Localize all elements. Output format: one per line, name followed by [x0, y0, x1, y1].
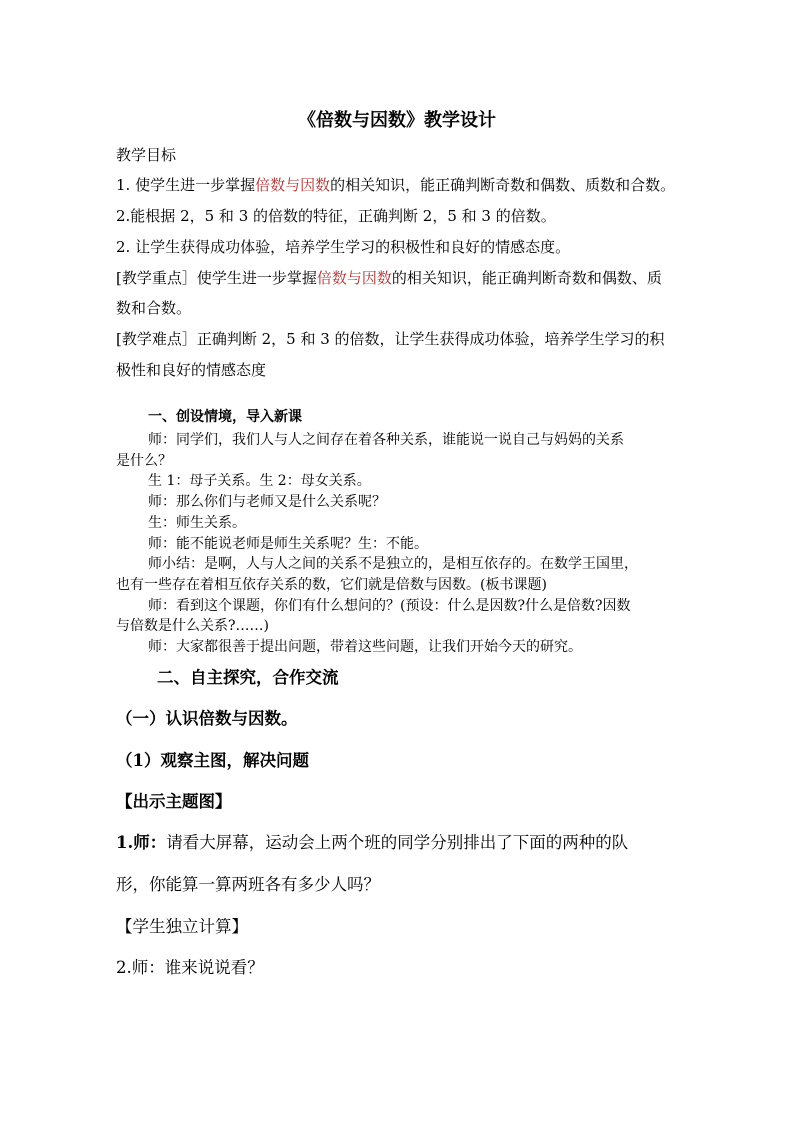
section1-p3: 师：那么你们与老师又是什么关系呢？: [148, 494, 386, 510]
section1-p7-line2: 与倍数是什么关系?……): [116, 618, 269, 634]
subsection-2-heading: （1）观察主图，解决问题: [116, 751, 309, 770]
section1-p2: 生 1：母子关系。生 2：母女关系。: [148, 473, 371, 489]
highlight-term: 倍数与因数: [255, 176, 331, 194]
section1-p7-line1: 师：看到这个课题，你们有什么想问的？(预设：什么是因数?什么是倍数?因数: [148, 598, 631, 614]
question-2: 2.师：谁来说说看？: [116, 958, 264, 977]
question-1-line1: 1.师：请看大屏幕，运动会上两个班的同学分别排出了下面的两种的队: [116, 833, 629, 852]
document-title: 《倍数与因数》教学设计: [298, 110, 496, 131]
difficulty-line-1: [教学难点］正确判断 2，5 和 3 的倍数，让学生获得成功体验，培养学生学习的积: [116, 330, 665, 348]
objective-2: 2.能根据 2，5 和 3 的倍数的特征，正确判断 2，5 和 3 的倍数。: [116, 207, 556, 225]
subsection-1-heading: （一）认识倍数与因数。: [116, 709, 298, 728]
section1-p4: 生：师生关系。: [148, 515, 246, 531]
section2-heading: 二、自主探究，合作交流: [157, 668, 339, 687]
bracket-note-theme-image: 【出示主题图】: [116, 792, 232, 811]
objective-1: 1. 使学生进一步掌握倍数与因数的相关知识，能正确判断奇数和偶数、质数和合数。: [116, 176, 676, 194]
section1-p1-line2: 是什么？: [116, 453, 172, 469]
section1-p8: 师：大家都很善于提出问题，带着这些问题，让我们开始今天的研究。: [148, 639, 582, 655]
question-1-line2: 形，你能算一算两班各有多少人吗？: [116, 875, 380, 894]
section1-p6-line1: 师小结：是啊，人与人之间的关系不是独立的，是相互依存的。在数学王国里，: [148, 556, 638, 572]
objective-3: 2. 让学生获得成功体验，培养学生学习的积极性和良好的情感态度。: [116, 238, 571, 256]
key-point-line-1: [教学重点］使学生进一步掌握倍数与因数的相关知识，能正确判断奇数和偶数、质: [116, 269, 662, 287]
bracket-note-independent-calc: 【学生独立计算】: [116, 917, 248, 936]
section1-p6-line2: 也有一些存在着相互依存关系的数，它们就是倍数与因数。(板书课题): [116, 577, 547, 593]
section1-p1-line1: 师：同学们，我们人与人之间存在着各种关系，谁能说一说自己与妈妈的关系: [148, 432, 624, 448]
highlight-term: 倍数与因数: [316, 269, 392, 287]
section1-p5: 师：能不能说老师是师生关系呢？生：不能。: [148, 536, 428, 552]
difficulty-line-2: 极性和良好的情感态度: [116, 361, 267, 379]
section1-heading: 一、创设情境，导入新课: [148, 409, 302, 425]
objectives-heading: 教学目标: [116, 146, 177, 164]
key-point-line-2: 数和合数。: [116, 299, 192, 317]
question-1-label: 1.师：: [116, 833, 167, 852]
